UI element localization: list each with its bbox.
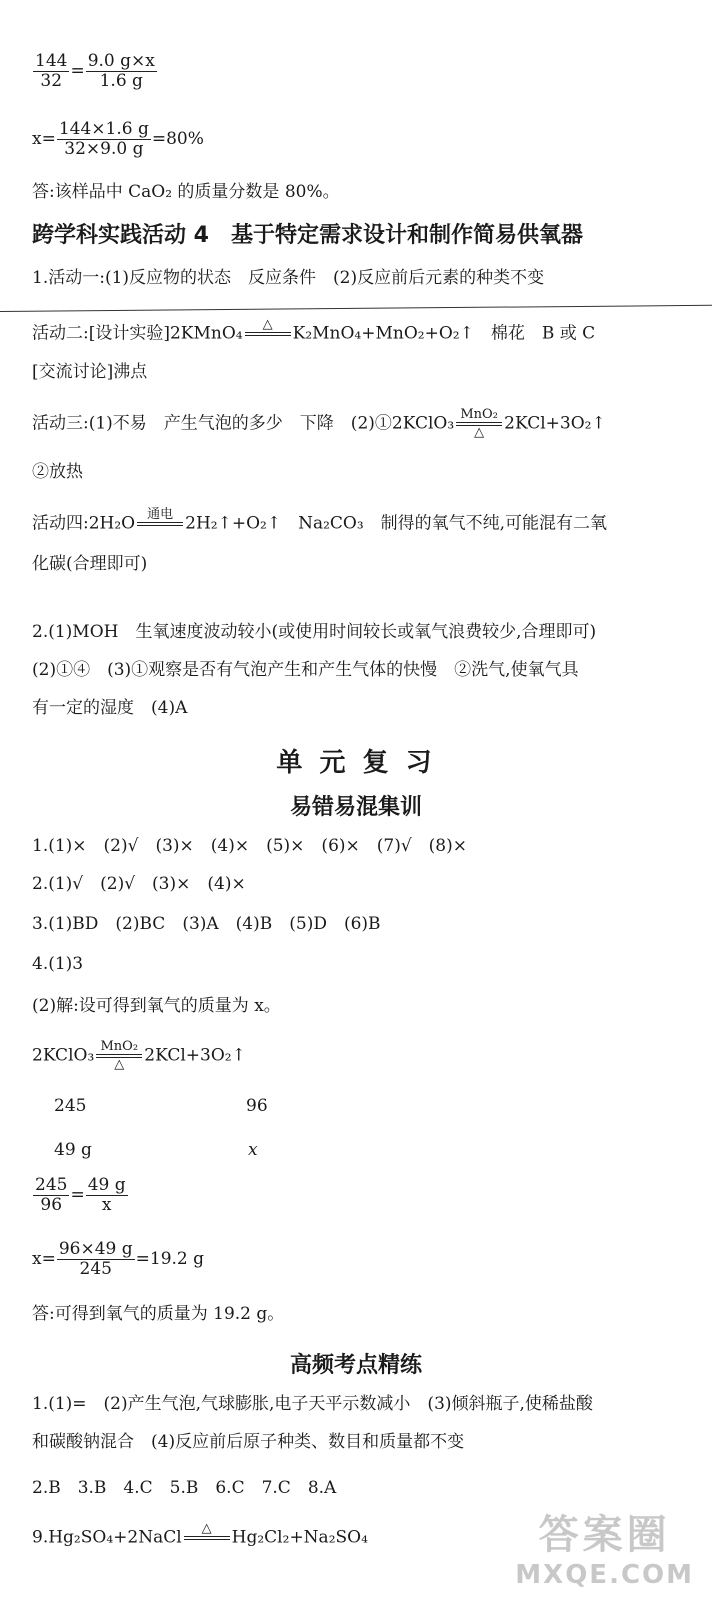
equation-line: 活动四:2H₂O 通电 2H₂↑+O₂↑ Na₂CO₃ 制得的氧气不纯,可能混有二氧 xyxy=(32,508,607,540)
reaction-condition: △ xyxy=(245,318,291,350)
reaction-condition: △ xyxy=(184,1522,230,1554)
ratio-value: 96 xyxy=(246,1096,268,1116)
equation-line: 9.Hg₂SO₄+2NaCl △ Hg₂Cl₂+Na₂SO₄ xyxy=(32,1522,368,1554)
answer-line: 3.(1)BD (2)BC (3)A (4)B (5)D (6)B xyxy=(32,914,381,934)
fraction: $\frac{144}{32}$ xyxy=(35,51,68,91)
answer-line: (2)解:设可得到氧气的质量为 x。 xyxy=(32,996,281,1016)
fraction: $\frac{245}{96}$ xyxy=(35,1175,68,1215)
fraction: $\frac{49 g}{x}$ xyxy=(87,1175,126,1215)
fraction: $\frac{9.0 g\times x}{1.6 g}$ xyxy=(87,51,155,91)
fraction: $\frac{96\times 49 g}{245}$ xyxy=(58,1239,133,1279)
equation-line: 2KClO₃ MnO₂ △ 2KCl+3O₂↑ xyxy=(32,1039,246,1072)
subsection-title: 易错易混集训 xyxy=(289,795,422,820)
answer-line: ②放热 xyxy=(32,462,83,482)
ratio-equation: $\frac{245}{96}$ = $\frac{49 g}{x}$ xyxy=(35,1175,126,1215)
answer-line: 答:该样品中 CaO₂ 的质量分数是 80%。 xyxy=(32,182,340,202)
reaction-condition: MnO₂ △ xyxy=(456,408,502,440)
x-solution: x= $\frac{96\times 49 g}{245}$ =19.2 g xyxy=(32,1239,205,1279)
equation-line: 活动二:[设计实验]2KMnO₄ △ K₂MnO₄+MnO₂+O₂↑ 棉花 B 或 C xyxy=(32,318,595,350)
answer-line: 1.(1)= (2)产生气泡,气球膨胀,电子天平示数减小 (3)倾斜瓶子,使稀盐酸 xyxy=(32,1394,593,1414)
answer-line: [交流讨论]沸点 xyxy=(32,362,148,382)
answer-line: 和碳酸钠混合 (4)反应前后原子种类、数目和质量都不变 xyxy=(32,1432,465,1452)
section-title: 跨学科实践活动 4 基于特定需求设计和制作简易供氧器 xyxy=(32,223,583,248)
ratio-value: 49 g xyxy=(54,1140,92,1160)
answer-line: 2.(1)MOH 生氧速度波动较小(或使用时间较长或氧气浪费较少,合理即可) xyxy=(32,622,597,642)
watermark-logo: 答案圈 MXQE.COM xyxy=(515,1512,694,1590)
reaction-condition: 通电 xyxy=(137,508,183,540)
answer-line: 4.(1)3 xyxy=(32,954,84,974)
fraction: $\frac{144\times 1.6 g}{32\times 9.0 g}$ xyxy=(58,119,149,159)
ratio-value: 245 xyxy=(54,1096,87,1116)
subsection-title: 高频考点精练 xyxy=(289,1353,422,1378)
x-solution: x= $\frac{144\times 1.6 g}{32\times 9.0 g}$ =80% xyxy=(32,119,204,159)
answer-line: 1.(1)× (2)√ (3)× (4)× (5)× (6)× (7)√ (8)× xyxy=(32,836,467,856)
ratio-value: x xyxy=(248,1140,258,1160)
answer-line: 2.B 3.B 4.C 5.B 6.C 7.C 8.A xyxy=(32,1478,337,1498)
section-title: 单 元 复 习 xyxy=(276,748,436,778)
answer-line: 2.(1)√ (2)√ (3)× (4)× xyxy=(32,874,246,894)
answer-line: 1.活动一:(1)反应物的状态 反应条件 (2)反应前后元素的种类不变 xyxy=(32,268,545,288)
reaction-condition: MnO₂ △ xyxy=(96,1040,142,1072)
answer-line: 答:可得到氧气的质量为 19.2 g。 xyxy=(32,1304,285,1324)
answer-line: 化碳(合理即可) xyxy=(32,554,148,574)
answer-line: (2)①④ (3)①观察是否有气泡产生和产生气体的快慢 ②洗气,使氧气具 xyxy=(32,660,579,680)
divider-line xyxy=(0,305,712,312)
equation-line: 活动三:(1)不易 产生气泡的多少 下降 (2)①2KClO₃ MnO₂ △ 2KCl+3O₂↑ xyxy=(32,407,606,440)
ratio-equation: $\frac{144}{32}$ = $\frac{9.0 g\times x}{1.6 g}$ xyxy=(35,51,155,91)
answer-line: 有一定的湿度 (4)A xyxy=(32,698,188,718)
